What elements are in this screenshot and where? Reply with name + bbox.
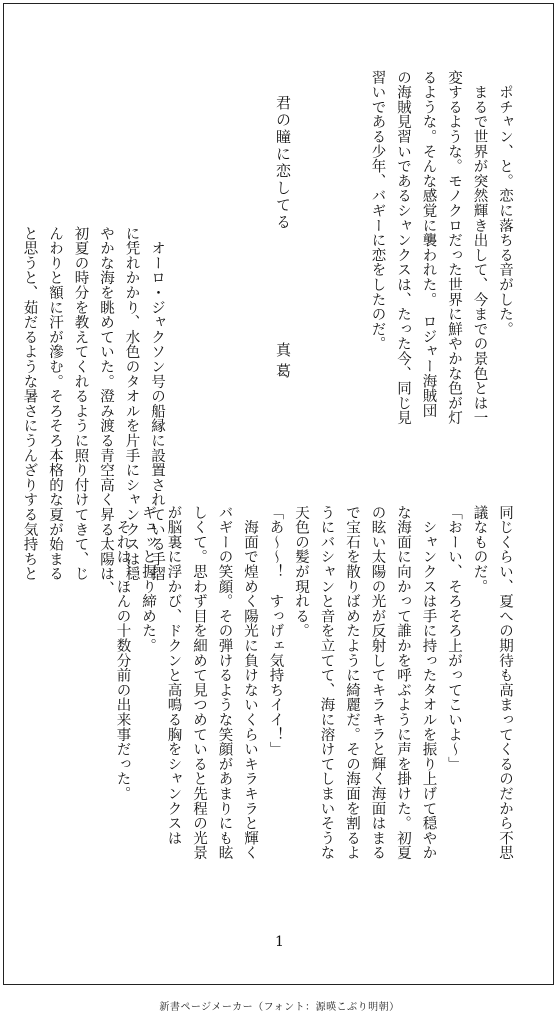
text-line: な海面に向かって誰かを呼ぶように声を掛けた。初夏 [395,505,411,861]
footer-caption: 新書ページメーカー（フォント：源暎こぶり明朝） [159,1002,400,1013]
text-line: るような。そんな感覚に襲われた。 ロジャー海賊団 [420,70,437,418]
text-line: で宝石を散りばめたように綺麗だ。その海面を割るよ [344,505,360,861]
text-line: 習いである少年、バギーに恋をしたのだ。 [369,70,386,352]
text-line: 「あ～～！ すっげェ気持ちイイ！」 [267,505,284,757]
text-line: と思うと、茹だるような暑さにうんざりする気持ちと [21,226,38,582]
text-line: 「おーい、そろそろ上がってこいよ～」 [446,505,462,772]
text-line: バギーの笑顔。その弾けるような笑顔があまりにも眩 [216,505,233,861]
author-name: 真葛 [274,342,292,384]
text-line: まるで世界が突然輝き出して、今までの景色とは一 [471,70,488,426]
text-line: それは、ほんの十数分前の出来事だった。 [114,505,131,801]
upper-right-paragraph [364,70,517,490]
text-line: やかな海を眺めていた。澄み渡る青空高く昇る太陽は、 [98,226,114,596]
text-line: んわりと額に汗が滲む。そろそろ本格的な夏が始まる [47,226,63,582]
text-line: 初夏の時分を教えてくれるように照り付けてきて、じ [72,226,89,582]
text-line: の海賊見習いであるシャンクスは、たった今、同じ見 [395,70,411,426]
text-line: うにバシャンと音を立てて、海に溶けてしまいそうな [318,505,335,861]
text-line: 同じくらい、夏への期待も高まってくるのだから不思 [497,505,513,861]
page-number: 1 [275,934,284,950]
text-line: オーロ・ジャクソン号の船縁に設置されている手摺 [149,226,165,582]
text-line: 天色の髪が現れる。 [293,505,309,639]
text-line: の眩い太陽の光が反射してキラキラと輝く海面はまる [369,505,386,861]
text-line: しくて。思わず目を細めて見つめていると先程の光景 [191,505,207,861]
text-line: に凭れかかり、水色のタオルを片手にシャンクスは穏 [123,226,140,582]
text-line: が脳裏に浮かび、ドクンと高鳴る胸をシャンクスは [165,505,182,846]
text-line: ギュッと握り締めた。 [140,505,156,653]
text-line: ポチャン、と。恋に落ちる音がした。 [497,70,513,337]
text-line: 議なものだ。 [471,505,488,594]
text-line: シャンクスは手に持ったタオルを振り上げて穏やか [420,505,437,861]
text-line: 海面で煌めく陽光に負けないくらいキラキラと輝く [242,505,258,861]
lower-paragraphs [109,505,517,925]
text-line: 変するような。モノクロだった世界に鮮やかな色が灯 [446,70,462,426]
story-title: 君の瞳に恋してる [274,95,292,231]
